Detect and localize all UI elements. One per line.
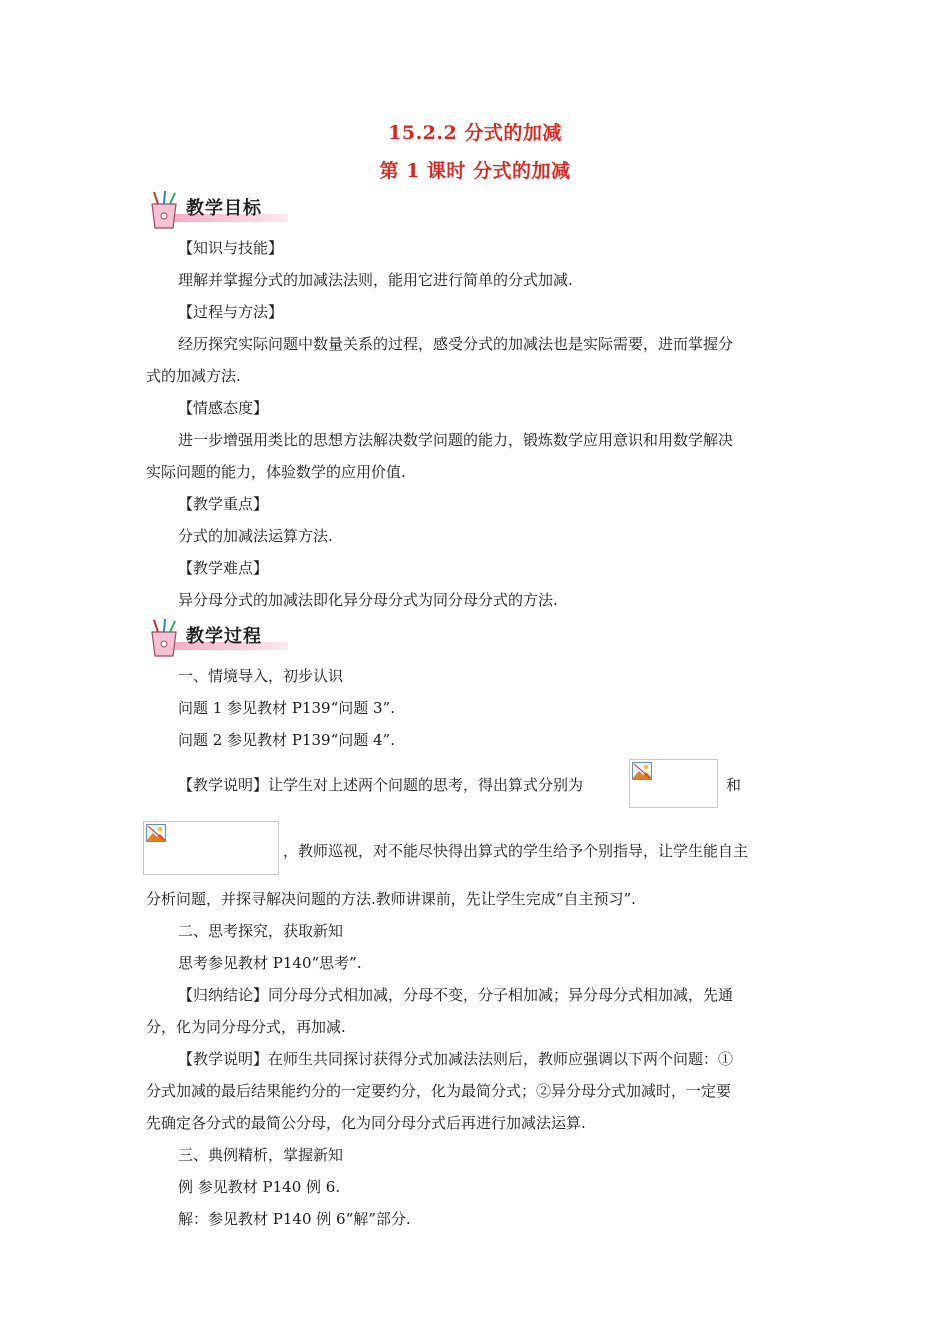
section-2-heading: 二、思考探究，获取新知: [178, 922, 344, 940]
teaching-note-1-end: 分析问题，并探寻解决问题的方法.教师讲课前，先让学生完成“自主预习”.: [146, 890, 636, 908]
attitude-heading: 【情感态度】: [178, 399, 269, 417]
key-point-heading: 【教学重点】: [178, 495, 269, 513]
conclusion-line-1: 【归纳结论】同分母分式相加减，分母不变，分子相加减；异分母分式相加减，先通: [178, 986, 734, 1004]
difficulty-heading: 【教学难点】: [178, 559, 269, 577]
method-text-line-2: 式的加减方法.: [146, 367, 241, 385]
question-2: 问题 2 参见教材 P139“问题 4”.: [178, 731, 395, 749]
knowledge-text: 理解并掌握分式的加减法法则，能用它进行简单的分式加减.: [178, 271, 573, 289]
teaching-note-1-middle: ，教师巡视，对不能尽快得出算式的学生给予个别指导，让学生能自主: [283, 842, 749, 860]
process-badge: [146, 618, 290, 658]
difficulty-text: 异分母分式的加减法即化异分母分式为同分母分式的方法.: [178, 591, 558, 609]
conjunction-and: 和: [726, 776, 742, 794]
attitude-text-line-2: 实际问题的能力，体验数学的应用价值.: [146, 463, 406, 481]
badge-label: 教学目标: [186, 198, 262, 219]
formula-image-2: [143, 821, 279, 875]
example-reference: 例 参见教材 P140 例 6.: [178, 1178, 341, 1196]
question-1: 问题 1 参见教材 P139“问题 3”.: [178, 699, 395, 717]
teaching-note-2-line-3: 先确定各分式的最简公分母，化为同分母分式后再进行加减法运算.: [146, 1114, 586, 1132]
attitude-text-line-1: 进一步增强用类比的思想方法解决数学问题的能力，锻炼数学应用意识和用数学解决: [178, 431, 734, 449]
lesson-subtitle: 第 1 课时 分式的加减: [379, 160, 571, 182]
broken-image-icon: [146, 824, 166, 842]
pen-holder-icon: [146, 190, 182, 230]
objectives-badge: [146, 190, 290, 230]
method-text-line-1: 经历探究实际问题中数量关系的过程，感受分式的加减法也是实际需要，进而掌握分: [178, 335, 734, 353]
teaching-note-2-line-2: 分式加减的最后结果能约分的一定要约分，化为最简分式；②异分母分式加减时，一定要: [146, 1082, 732, 1100]
teaching-note-2-line-1: 【教学说明】在师生共同探讨获得分式加减法法则后，教师应强调以下两个问题：①: [178, 1050, 734, 1068]
method-heading: 【过程与方法】: [178, 303, 284, 321]
solution-reference: 解：参见教材 P140 例 6“解”部分.: [178, 1210, 411, 1228]
lesson-title: 15.2.2 分式的加减: [388, 122, 562, 144]
broken-image-icon: [632, 762, 652, 780]
knowledge-heading: 【知识与技能】: [178, 239, 284, 257]
section-1-heading: 一、情境导入，初步认识: [178, 667, 344, 685]
teaching-note-1-start: 【教学说明】让学生对上述两个问题的思考，得出算式分别为: [178, 776, 584, 794]
conclusion-line-2: 分，化为同分母分式，再加减.: [146, 1018, 346, 1036]
pen-holder-icon: [146, 618, 182, 658]
key-point-text: 分式的加减法运算方法.: [178, 527, 333, 545]
section-3-heading: 三、典例精析，掌握新知: [178, 1146, 344, 1164]
formula-image-1: [629, 759, 718, 808]
think-reference: 思考参见教材 P140“思考”.: [178, 954, 362, 972]
badge-label: 教学过程: [186, 626, 262, 647]
